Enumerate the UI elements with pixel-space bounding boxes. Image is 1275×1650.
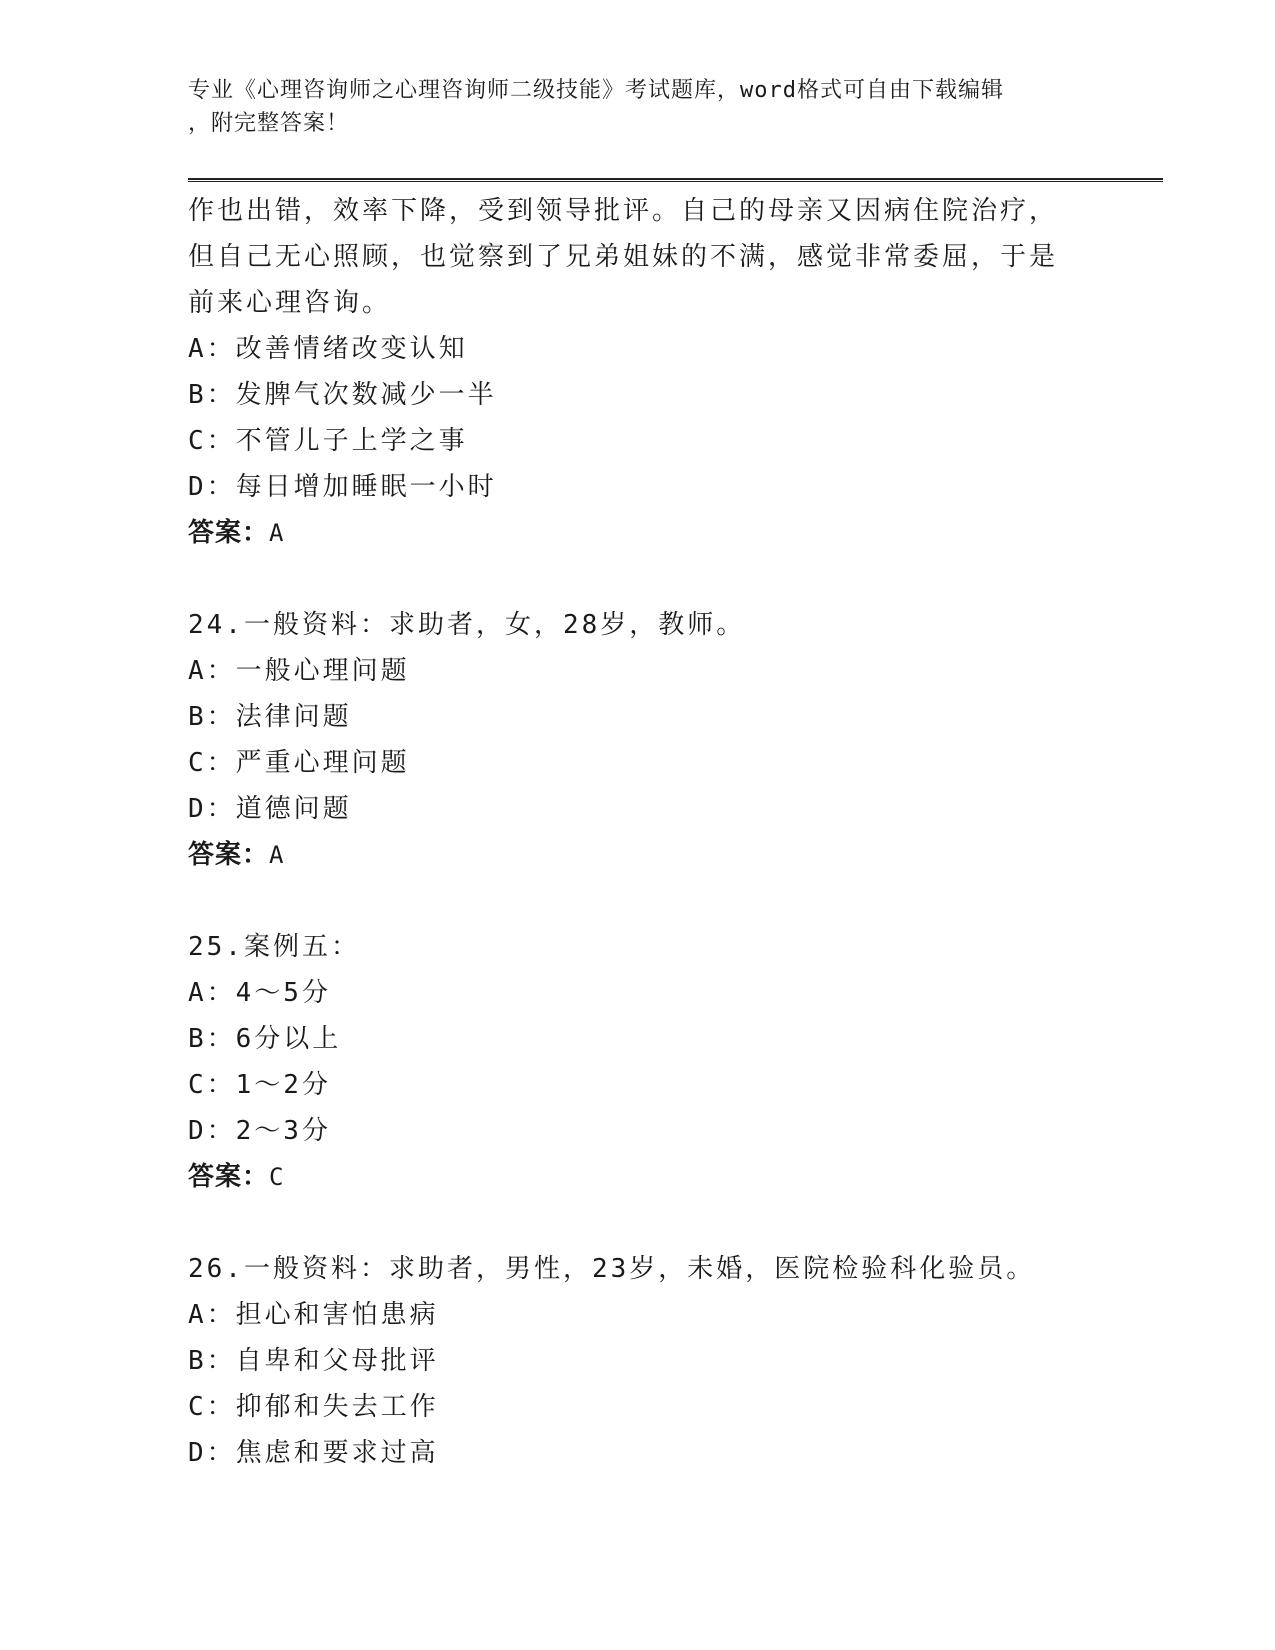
answer-label: 答案： xyxy=(188,518,270,548)
question-text-line: 作也出错，效率下降，受到领导批评。自己的母亲又因病住院治疗， xyxy=(188,196,1059,226)
answer-line xyxy=(188,510,1163,556)
answer-line xyxy=(188,1154,1163,1200)
answer-label: 答案： xyxy=(188,1162,270,1192)
document-header xyxy=(188,74,1088,140)
question-26 xyxy=(188,1246,1163,1476)
option-a: A：改善情绪改变认知 xyxy=(188,334,468,364)
answer-value: A xyxy=(269,519,285,547)
option-a: A：一般心理问题 xyxy=(188,656,410,686)
option-b: B：自卑和父母批评 xyxy=(188,1346,439,1376)
question-25 xyxy=(188,924,1163,1200)
question-stem: 25.案例五： xyxy=(188,932,360,962)
header-divider xyxy=(188,178,1163,182)
header-line-2: ，附完整答案！ xyxy=(188,111,350,136)
option-c: C：1～2分 xyxy=(188,1070,331,1100)
answer-value: A xyxy=(269,841,285,869)
question-text-line: 前来心理咨询。 xyxy=(188,288,392,318)
option-d: D：道德问题 xyxy=(188,794,352,824)
option-d: D：每日增加睡眠一小时 xyxy=(188,472,497,502)
answer-line xyxy=(188,832,1163,878)
option-a: A：担心和害怕患病 xyxy=(188,1300,439,1330)
option-b: B：6分以上 xyxy=(188,1024,342,1054)
answer-label: 答案： xyxy=(188,840,270,870)
spacer xyxy=(188,556,1163,602)
option-c: C：抑郁和失去工作 xyxy=(188,1392,439,1422)
question-stem: 24.一般资料：求助者，女，28岁，教师。 xyxy=(188,610,746,640)
spacer xyxy=(188,1200,1163,1246)
option-d: D：2～3分 xyxy=(188,1116,331,1146)
question-24 xyxy=(188,602,1163,878)
option-b: B：法律问题 xyxy=(188,702,352,732)
question-text-line: 但自己无心照顾，也觉察到了兄弟姐妹的不满，感觉非常委屈，于是 xyxy=(188,242,1059,272)
option-c: C：不管儿子上学之事 xyxy=(188,426,468,456)
option-c: C：严重心理问题 xyxy=(188,748,410,778)
option-b: B：发脾气次数减少一半 xyxy=(188,380,497,410)
option-a: A：4～5分 xyxy=(188,978,331,1008)
question-stem: 26.一般资料：求助者，男性，23岁，未婚，医院检验科化验员。 xyxy=(188,1254,1036,1284)
document-body xyxy=(188,188,1163,1476)
spacer xyxy=(188,878,1163,924)
answer-value: C xyxy=(269,1163,285,1191)
option-d: D：焦虑和要求过高 xyxy=(188,1438,439,1468)
question-23-continuation xyxy=(188,188,1163,556)
header-line-1: 专业《心理咨询师之心理咨询师二级技能》考试题库，word格式可自由下载编辑 xyxy=(188,78,1004,103)
